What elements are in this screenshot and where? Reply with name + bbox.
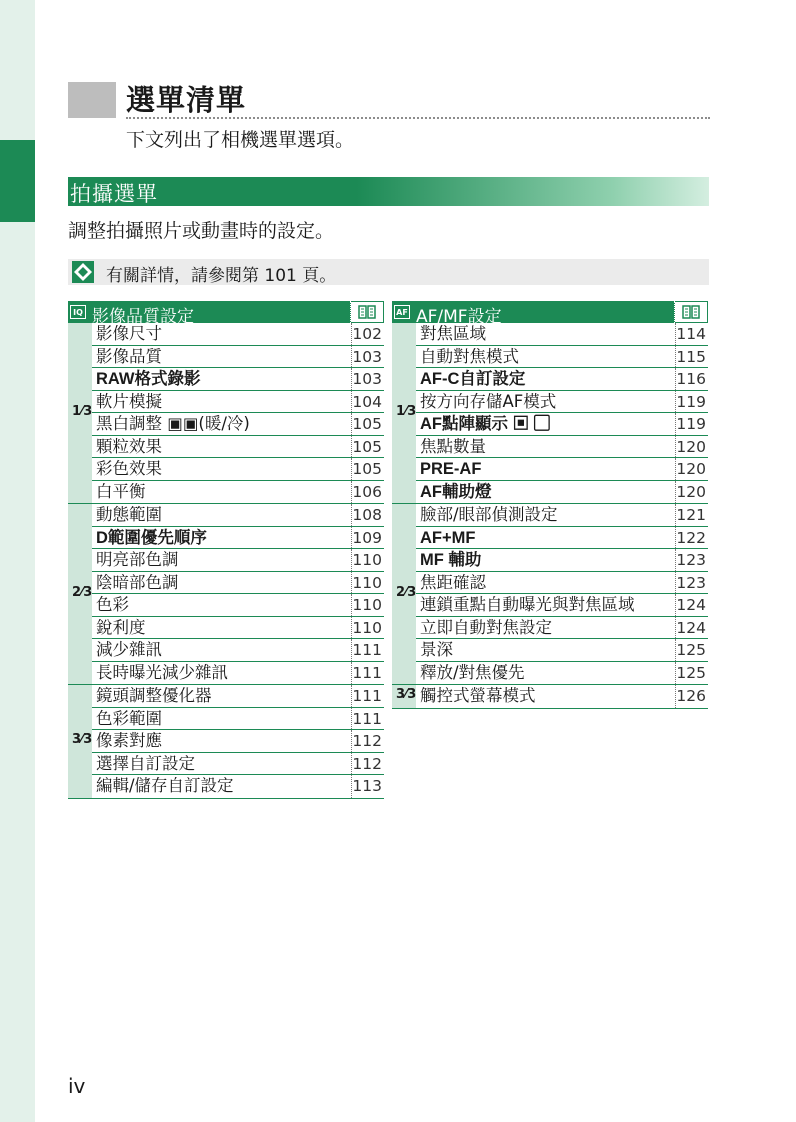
menu-item-row xyxy=(416,504,708,527)
menu-item-row xyxy=(416,572,708,595)
menu-item-label: 動態範圍 xyxy=(96,505,162,524)
section-intro: 調整拍攝照片或動畫時的設定。 xyxy=(68,220,335,242)
note-text: 有關詳情，請參閱第 101 頁。 xyxy=(106,266,337,286)
menu-page-group xyxy=(392,504,708,685)
menu-item-page: 110 xyxy=(352,573,382,592)
menu-item-row xyxy=(92,346,384,369)
menu-item-page: 110 xyxy=(352,551,382,569)
menu-item-label: 白平衡 xyxy=(96,481,146,501)
menu-item-label: 連鎖重點自動曝光與對焦區域 xyxy=(420,595,635,614)
title-divider xyxy=(126,117,710,119)
menu-item-page: 113 xyxy=(351,775,384,798)
menu-item-label: D範圍優先順序 xyxy=(96,528,207,547)
page-number: iv xyxy=(68,1074,86,1098)
menu-item-page: 115 xyxy=(676,347,706,366)
menu-item-page: 116 xyxy=(676,370,706,388)
menu-item-label: 觸控式螢幕模式 xyxy=(420,686,536,705)
menu-item-label: RAW格式錄影 xyxy=(96,370,201,388)
menu-item-label: 按方向存儲AF模式 xyxy=(420,391,557,411)
menu-item-label: 色彩範圍 xyxy=(96,708,162,728)
menu-page-label: 2⁄3 xyxy=(396,585,417,600)
menu-page-indicator xyxy=(68,685,92,798)
section-title: 拍攝選單 xyxy=(70,182,158,206)
menu-item-row xyxy=(92,481,384,504)
menu-item-page: 105 xyxy=(352,437,382,456)
menu-page-indicator xyxy=(68,504,92,684)
note-icon xyxy=(71,260,95,288)
section-header xyxy=(68,177,709,206)
menu-item-page: 111 xyxy=(351,662,384,685)
table-header xyxy=(392,301,708,327)
menu-page-label: 3⁄3 xyxy=(72,732,93,748)
menu-item-page: 103 xyxy=(352,347,382,366)
menu-item-page: 112 xyxy=(352,732,382,750)
menu-item-page: 110 xyxy=(352,618,382,637)
menu-item-page: 120 xyxy=(676,460,706,478)
menu-item-page: 125 xyxy=(675,662,708,685)
menu-page-group xyxy=(68,685,384,799)
menu-item-row xyxy=(416,685,708,708)
reference-note xyxy=(68,259,709,285)
menu-item-label: 減少雜訊 xyxy=(96,640,162,659)
menu-item-row xyxy=(416,639,708,662)
menu-item-row xyxy=(416,368,708,391)
menu-item-label: 焦距確認 xyxy=(420,572,486,592)
menu-item-label: 景深 xyxy=(420,640,453,659)
menu-item-label: 立即自動對焦設定 xyxy=(420,617,552,637)
table-header-title: AF/MF設定 xyxy=(416,307,502,327)
menu-item-page: 124 xyxy=(676,596,706,614)
menu-item-label: 釋放/對焦優先 xyxy=(420,662,525,682)
menu-item-label: AF輔助燈 xyxy=(420,482,492,501)
menu-item-page: 123 xyxy=(676,573,706,592)
menu-item-page: 124 xyxy=(676,618,706,637)
page-title: 選單清單 xyxy=(126,83,247,117)
menu-item-row xyxy=(92,685,384,708)
menu-page-indicator xyxy=(392,685,416,708)
book-icon xyxy=(675,302,707,322)
menu-item-page: 109 xyxy=(352,528,382,547)
menu-item-row xyxy=(92,436,384,459)
menu-item-label: 軟片模擬 xyxy=(96,391,162,411)
menu-item-page: 108 xyxy=(352,506,382,524)
menu-item-row xyxy=(416,617,708,640)
menu-item-page: 104 xyxy=(352,392,382,411)
chapter-tab xyxy=(0,140,35,222)
menu-page-group xyxy=(68,504,384,685)
menu-item-row xyxy=(92,368,384,391)
menu-item-label: AF點陣顯示 ▣ ▢ xyxy=(420,415,551,433)
menu-item-page: 106 xyxy=(351,481,384,504)
menu-item-label: 影像尺寸 xyxy=(96,324,162,343)
menu-item-row xyxy=(416,527,708,550)
menu-item-page: 120 xyxy=(676,437,706,456)
menu-page-group xyxy=(392,685,708,709)
menu-item-row xyxy=(92,730,384,753)
menu-page-indicator xyxy=(392,323,416,503)
menu-item-row xyxy=(416,436,708,459)
menu-item-label: AF-C自訂設定 xyxy=(420,370,526,388)
menu-item-row xyxy=(92,549,384,572)
menu-item-row xyxy=(92,775,384,798)
menu-item-row xyxy=(92,708,384,731)
menu-item-label: 銳利度 xyxy=(96,617,146,637)
menu-item-row xyxy=(416,458,708,481)
menu-item-label: MF 輔助 xyxy=(420,551,482,569)
menu-item-label: 對焦區域 xyxy=(420,324,486,343)
menu-item-row xyxy=(416,662,708,685)
menu-item-page: 126 xyxy=(675,685,708,708)
menu-item-page: 114 xyxy=(676,325,706,343)
menu-item-label: 自動對焦模式 xyxy=(420,346,519,366)
menu-item-page: 121 xyxy=(676,506,706,524)
menu-page-group xyxy=(68,323,384,504)
menu-item-row xyxy=(92,594,384,617)
menu-page-label: 1⁄3 xyxy=(396,404,417,419)
menu-item-label: 長時曝光減少雜訊 xyxy=(96,662,228,682)
title-marker xyxy=(68,82,116,118)
image-quality-table xyxy=(68,301,384,799)
menu-item-label: 選擇自訂設定 xyxy=(96,753,195,773)
menu-item-label: 顆粒效果 xyxy=(96,436,162,456)
menu-item-label: 臉部/眼部偵測設定 xyxy=(420,505,558,524)
menu-item-row xyxy=(92,413,384,436)
menu-page-label: 2⁄3 xyxy=(72,585,93,600)
menu-item-page: 119 xyxy=(676,415,706,433)
menu-item-page: 103 xyxy=(352,370,382,388)
menu-item-page: 110 xyxy=(352,596,382,614)
menu-item-label: 像素對應 xyxy=(96,731,162,750)
menu-item-page: 122 xyxy=(676,528,706,547)
menu-item-page: 123 xyxy=(676,551,706,569)
menu-item-row xyxy=(92,662,384,685)
menu-item-page: 111 xyxy=(352,641,382,659)
menu-item-row xyxy=(416,391,708,414)
menu-item-label: 黑白調整 ▣▣(暖/冷) xyxy=(96,414,250,433)
menu-item-label: AF+MF xyxy=(420,528,476,547)
menu-page-label: 1⁄3 xyxy=(72,404,93,419)
menu-item-row xyxy=(92,504,384,527)
image-quality-icon: IQ xyxy=(70,305,86,319)
menu-page-indicator xyxy=(392,504,416,684)
table-header-title: 影像品質設定 xyxy=(92,307,194,327)
menu-page-group xyxy=(392,323,708,504)
menu-item-page: 120 xyxy=(675,481,708,504)
menu-item-label: 焦點數量 xyxy=(420,436,486,456)
menu-item-label: PRE-AF xyxy=(420,460,482,478)
menu-page-label: 3⁄3 xyxy=(396,687,417,703)
menu-item-page: 105 xyxy=(352,415,382,433)
menu-item-row xyxy=(92,572,384,595)
af-mf-table xyxy=(392,301,708,709)
menu-item-row xyxy=(92,753,384,776)
book-icon xyxy=(351,302,383,322)
menu-item-label: 彩色效果 xyxy=(96,459,162,478)
menu-item-page: 112 xyxy=(352,754,382,773)
menu-page-indicator xyxy=(68,323,92,503)
menu-item-row xyxy=(416,346,708,369)
menu-item-row xyxy=(92,527,384,550)
menu-item-row xyxy=(416,481,708,504)
menu-item-row xyxy=(92,458,384,481)
menu-item-row xyxy=(92,391,384,414)
menu-item-row xyxy=(92,639,384,662)
menu-item-page: 102 xyxy=(352,325,382,343)
menu-item-label: 明亮部色調 xyxy=(96,550,179,569)
menu-item-label: 色彩 xyxy=(96,595,129,614)
menu-item-row xyxy=(416,413,708,436)
menu-item-row xyxy=(416,549,708,572)
menu-item-page: 111 xyxy=(352,687,382,705)
menu-item-page: 105 xyxy=(352,460,382,478)
menu-item-row xyxy=(416,594,708,617)
page-subtitle: 下文列出了相機選單選項。 xyxy=(126,129,355,151)
menu-item-row xyxy=(92,617,384,640)
menu-item-label: 影像品質 xyxy=(96,346,162,366)
table-header xyxy=(68,301,384,327)
menu-item-label: 鏡頭調整優化器 xyxy=(96,686,212,705)
menu-item-page: 125 xyxy=(676,641,706,659)
menu-item-label: 編輯/儲存自訂設定 xyxy=(96,776,234,795)
menu-item-page: 111 xyxy=(352,709,382,728)
menu-item-label: 陰暗部色調 xyxy=(96,572,179,592)
af-mf-icon: AF xyxy=(394,305,410,319)
menu-item-page: 119 xyxy=(676,392,706,411)
